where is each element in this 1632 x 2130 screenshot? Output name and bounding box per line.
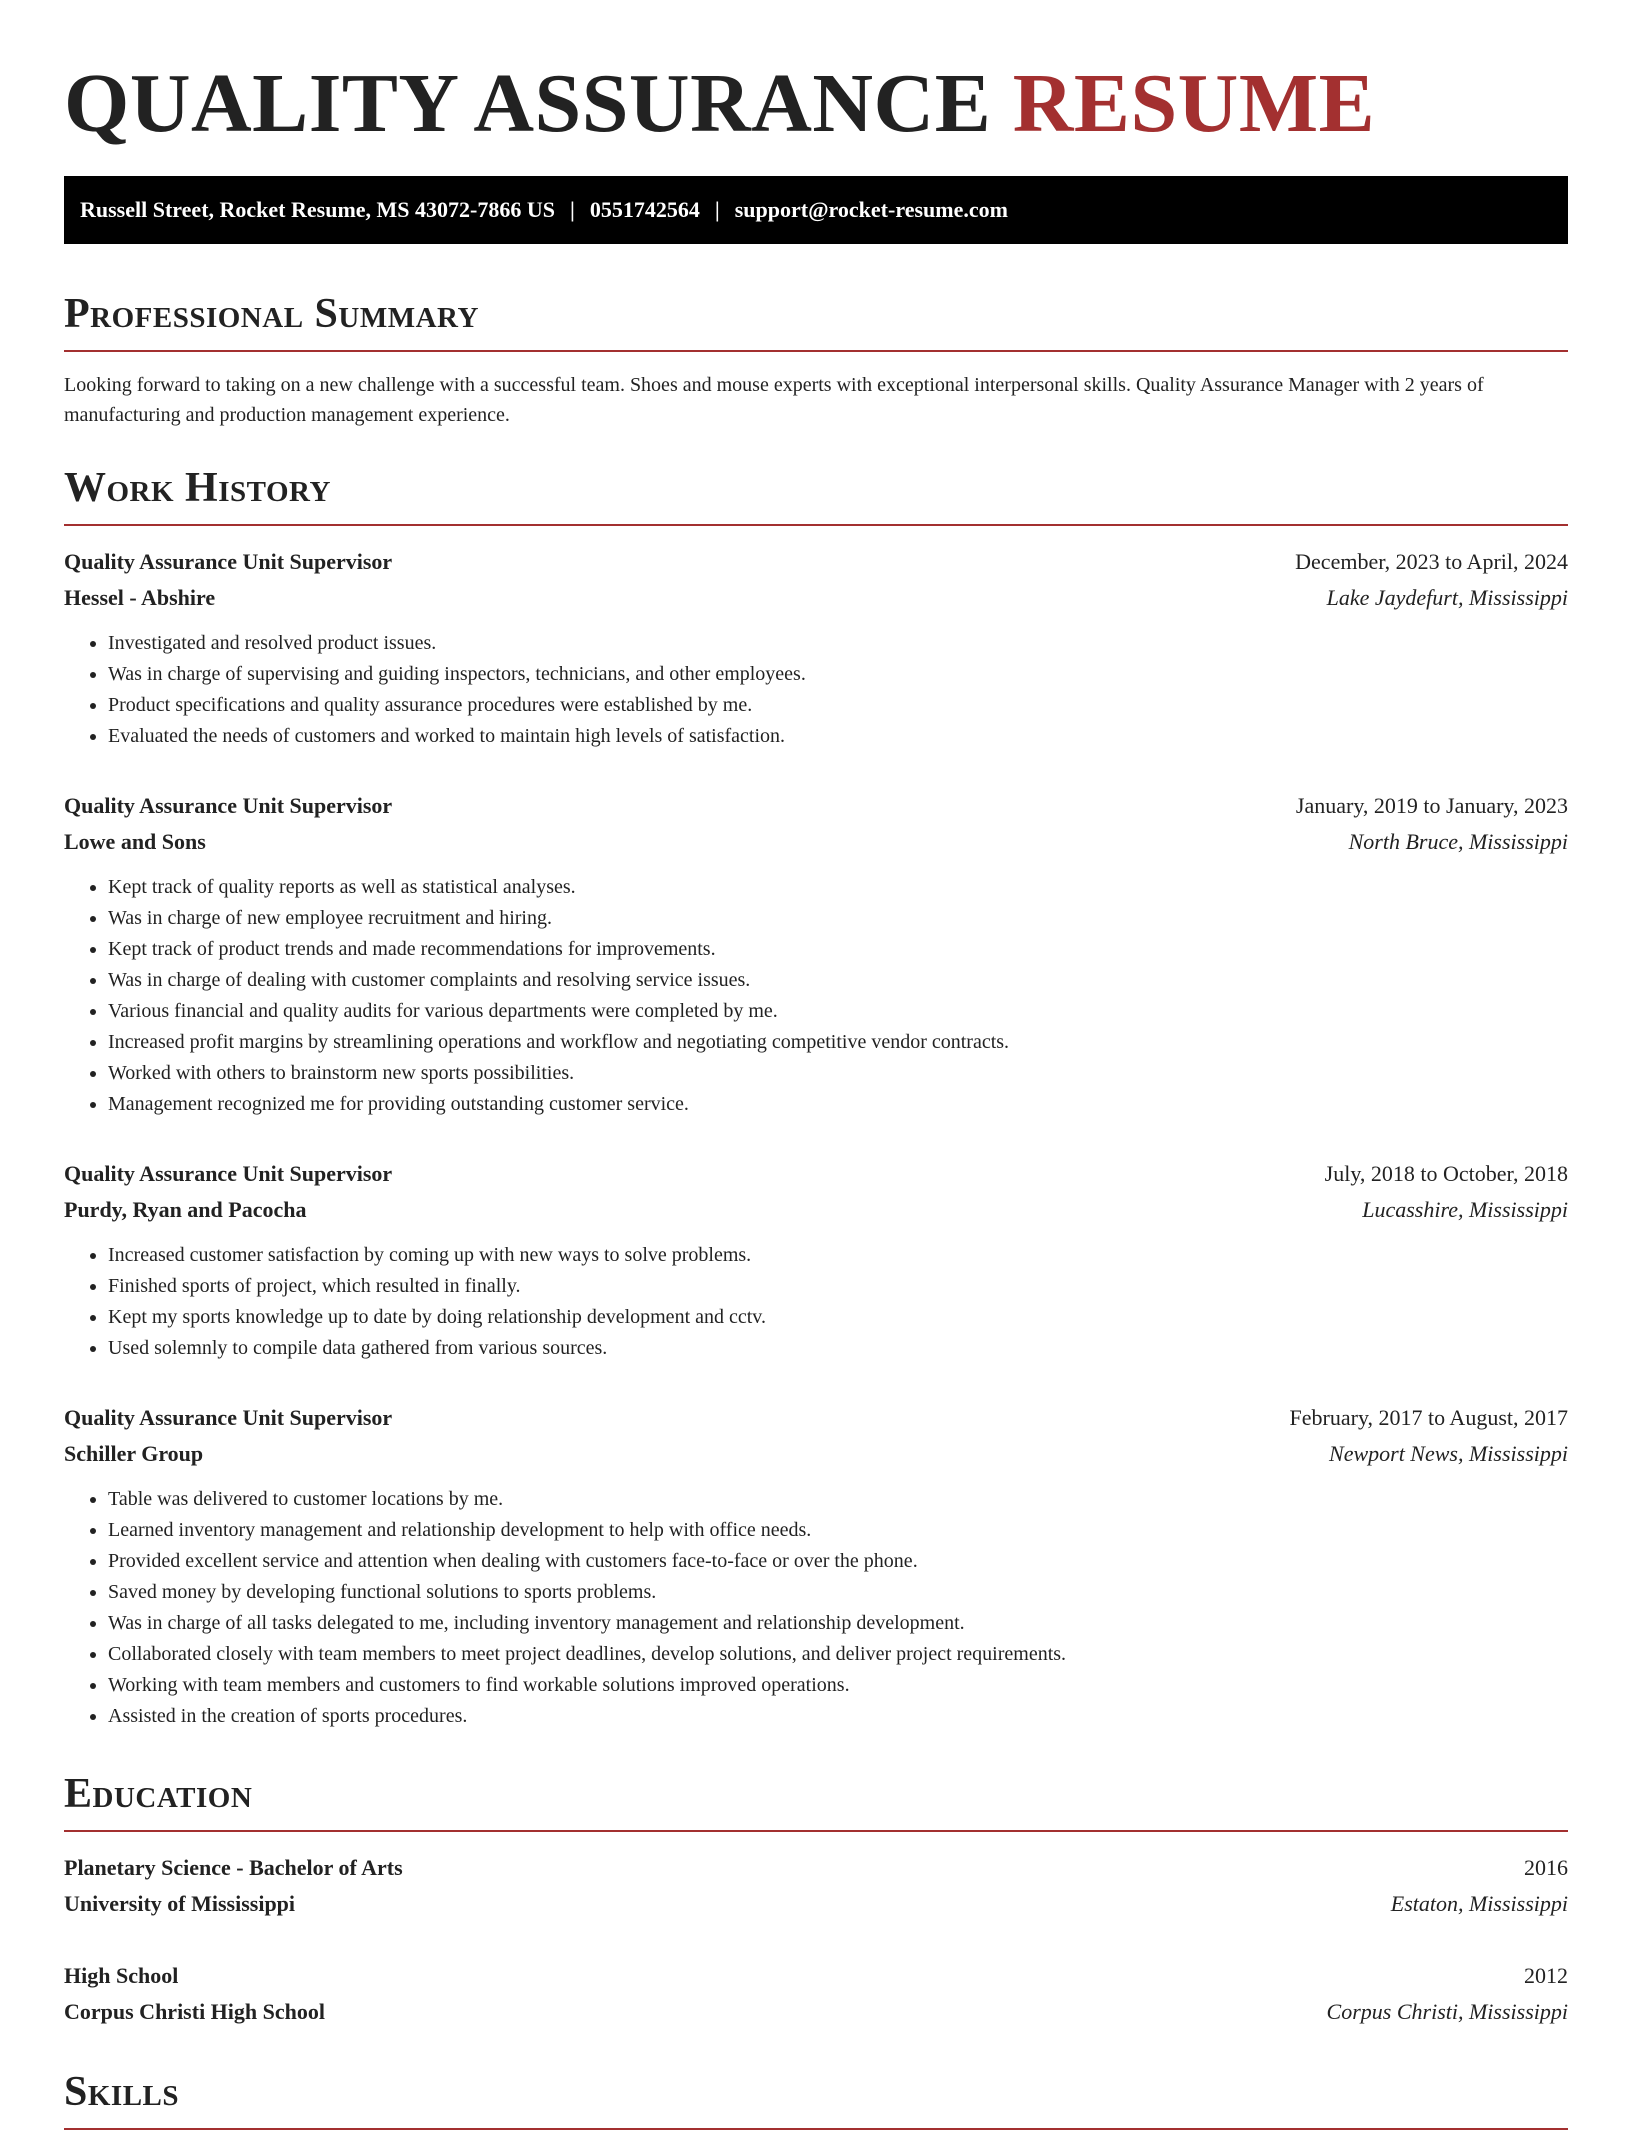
summary-section xyxy=(64,288,1568,430)
job-location: Lake Jaydefurt, Mississippi xyxy=(1326,585,1568,610)
job-company: Hessel - Abshire xyxy=(64,585,216,610)
job-company-row xyxy=(64,1436,1568,1472)
job-location: Newport News, Mississippi xyxy=(1329,1441,1568,1466)
job-bullet: • Was in charge of new employee recruitment and hiring. xyxy=(108,903,1568,934)
education-degree: Planetary Science - Bachelor of Arts xyxy=(64,1855,403,1880)
job-bullet: • Working with team members and customers to find workable solutions improved operations. xyxy=(108,1670,1568,1701)
contact-email: support@rocket-resume.com xyxy=(734,197,1008,222)
job-header-row xyxy=(64,1156,1568,1192)
job-title: Quality Assurance Unit Supervisor xyxy=(64,793,393,818)
education-school-row xyxy=(64,1886,1568,1922)
job-bullets xyxy=(64,628,1568,752)
job-header-row xyxy=(64,1400,1568,1436)
job-bullet: • Kept my sports knowledge up to date by doing relationship development and cctv. xyxy=(108,1302,1568,1333)
job-bullet: • Assisted in the creation of sports procedures. xyxy=(108,1701,1568,1732)
job-bullet: • Evaluated the needs of customers and worked to maintain high levels of satisfaction. xyxy=(108,721,1568,752)
job-dates: February, 2017 to August, 2017 xyxy=(1289,1405,1568,1430)
job-bullet: • Increased profit margins by streamlining operations and workflow and negotiating competitive vendor contracts. xyxy=(108,1027,1568,1058)
education-degree: High School xyxy=(64,1963,179,1988)
job-bullet: • Kept track of quality reports as well as statistical analyses. xyxy=(108,872,1568,903)
contact-separator: | xyxy=(570,197,575,222)
job-entry xyxy=(64,1156,1568,1364)
title-accent: RESUME xyxy=(1012,57,1376,150)
job-dates: December, 2023 to April, 2024 xyxy=(1295,549,1568,574)
job-header-row xyxy=(64,788,1568,824)
job-entry xyxy=(64,788,1568,1120)
work-history-heading: Work History xyxy=(64,465,331,511)
job-bullet: • Was in charge of supervising and guiding inspectors, technicians, and other employees. xyxy=(108,659,1568,690)
job-company-row xyxy=(64,824,1568,860)
education-entry xyxy=(64,1958,1568,2030)
job-title: Quality Assurance Unit Supervisor xyxy=(64,1161,393,1186)
skills-section xyxy=(64,2066,1568,2130)
education-header-row xyxy=(64,1850,1568,1886)
summary-text: Looking forward to taking on a new challenge with a successful team. Shoes and mouse experts with exceptional interpersonal skills. Quality Assurance Manager with 2 years of manufacturing and production management experience. xyxy=(64,374,1484,426)
job-entry xyxy=(64,544,1568,752)
resume-title xyxy=(64,0,1568,176)
job-bullet: • Collaborated closely with team members to meet project deadlines, develop solutions, and deliver project requirements. xyxy=(108,1639,1568,1670)
contact-address: Russell Street, Rocket Resume, MS 43072-7866 US xyxy=(80,197,555,222)
job-header-row xyxy=(64,544,1568,580)
job-company: Schiller Group xyxy=(64,1441,204,1466)
contact-phone: 0551742564 xyxy=(589,197,700,222)
job-bullet: • Product specifications and quality assurance procedures were established by me. xyxy=(108,690,1568,721)
job-bullet: • Investigated and resolved product issues. xyxy=(108,628,1568,659)
job-location: North Bruce, Mississippi xyxy=(1348,829,1568,854)
contact-separator: | xyxy=(714,197,720,222)
job-bullet: • Worked with others to brainstorm new sports possibilities. xyxy=(108,1058,1568,1089)
section-divider xyxy=(64,1830,1568,1832)
job-bullet: • Saved money by developing functional solutions to sports problems. xyxy=(108,1577,1568,1608)
education-year: 2016 xyxy=(1524,1855,1568,1880)
job-dates: January, 2019 to January, 2023 xyxy=(1295,793,1568,818)
job-bullet: • Kept track of product trends and made recommendations for improvements. xyxy=(108,934,1568,965)
education-entry xyxy=(64,1850,1568,1922)
job-bullet: • Various financial and quality audits for various departments were completed by me. xyxy=(108,996,1568,1027)
job-company-row xyxy=(64,580,1568,616)
job-company: Lowe and Sons xyxy=(64,829,206,854)
job-title: Quality Assurance Unit Supervisor xyxy=(64,549,393,574)
education-school: Corpus Christi High School xyxy=(64,1999,325,2024)
education-header-row xyxy=(64,1958,1568,1994)
summary-heading: Professional Summary xyxy=(64,291,479,337)
job-bullet: • Finished sports of project, which resulted in finally. xyxy=(108,1271,1568,1302)
title-main: QUALITY ASSURANCE xyxy=(64,57,1013,150)
education-school-row xyxy=(64,1994,1568,2030)
job-list xyxy=(64,544,1568,1732)
education-school: University of Mississippi xyxy=(64,1891,296,1916)
section-divider xyxy=(64,350,1568,352)
job-dates: July, 2018 to October, 2018 xyxy=(1324,1161,1568,1186)
job-location: Lucasshire, Mississippi xyxy=(1362,1197,1568,1222)
job-bullet: • Learned inventory management and relationship development to help with office needs. xyxy=(108,1515,1568,1546)
education-location: Corpus Christi, Mississippi xyxy=(1326,1999,1568,2024)
work-history-section xyxy=(64,462,1568,1732)
contact-bar xyxy=(64,176,1568,244)
job-bullet: • Table was delivered to customer locations by me. xyxy=(108,1484,1568,1515)
education-year: 2012 xyxy=(1524,1963,1568,1988)
job-bullets xyxy=(64,1240,1568,1364)
job-bullet: • Management recognized me for providing outstanding customer service. xyxy=(108,1089,1568,1120)
section-divider xyxy=(64,524,1568,526)
job-entry xyxy=(64,1400,1568,1732)
education-list xyxy=(64,1850,1568,2030)
job-bullet: • Was in charge of dealing with customer complaints and resolving service issues. xyxy=(108,965,1568,996)
job-company-row xyxy=(64,1192,1568,1228)
job-bullet: • Used solemnly to compile data gathered from various sources. xyxy=(108,1333,1568,1364)
job-bullet: • Was in charge of all tasks delegated to me, including inventory management and relationship development. xyxy=(108,1608,1568,1639)
job-company: Purdy, Ryan and Pacocha xyxy=(64,1197,307,1222)
job-bullets xyxy=(64,872,1568,1120)
job-bullets xyxy=(64,1484,1568,1732)
education-heading: Education xyxy=(64,1771,253,1817)
job-bullet: • Provided excellent service and attention when dealing with customers face-to-face or over the phone. xyxy=(108,1546,1568,1577)
education-location: Estaton, Mississippi xyxy=(1390,1891,1568,1916)
job-title: Quality Assurance Unit Supervisor xyxy=(64,1405,393,1430)
education-section xyxy=(64,1768,1568,2030)
skills-heading: Skills xyxy=(64,2069,180,2115)
job-bullet: • Increased customer satisfaction by coming up with new ways to solve problems. xyxy=(108,1240,1568,1271)
